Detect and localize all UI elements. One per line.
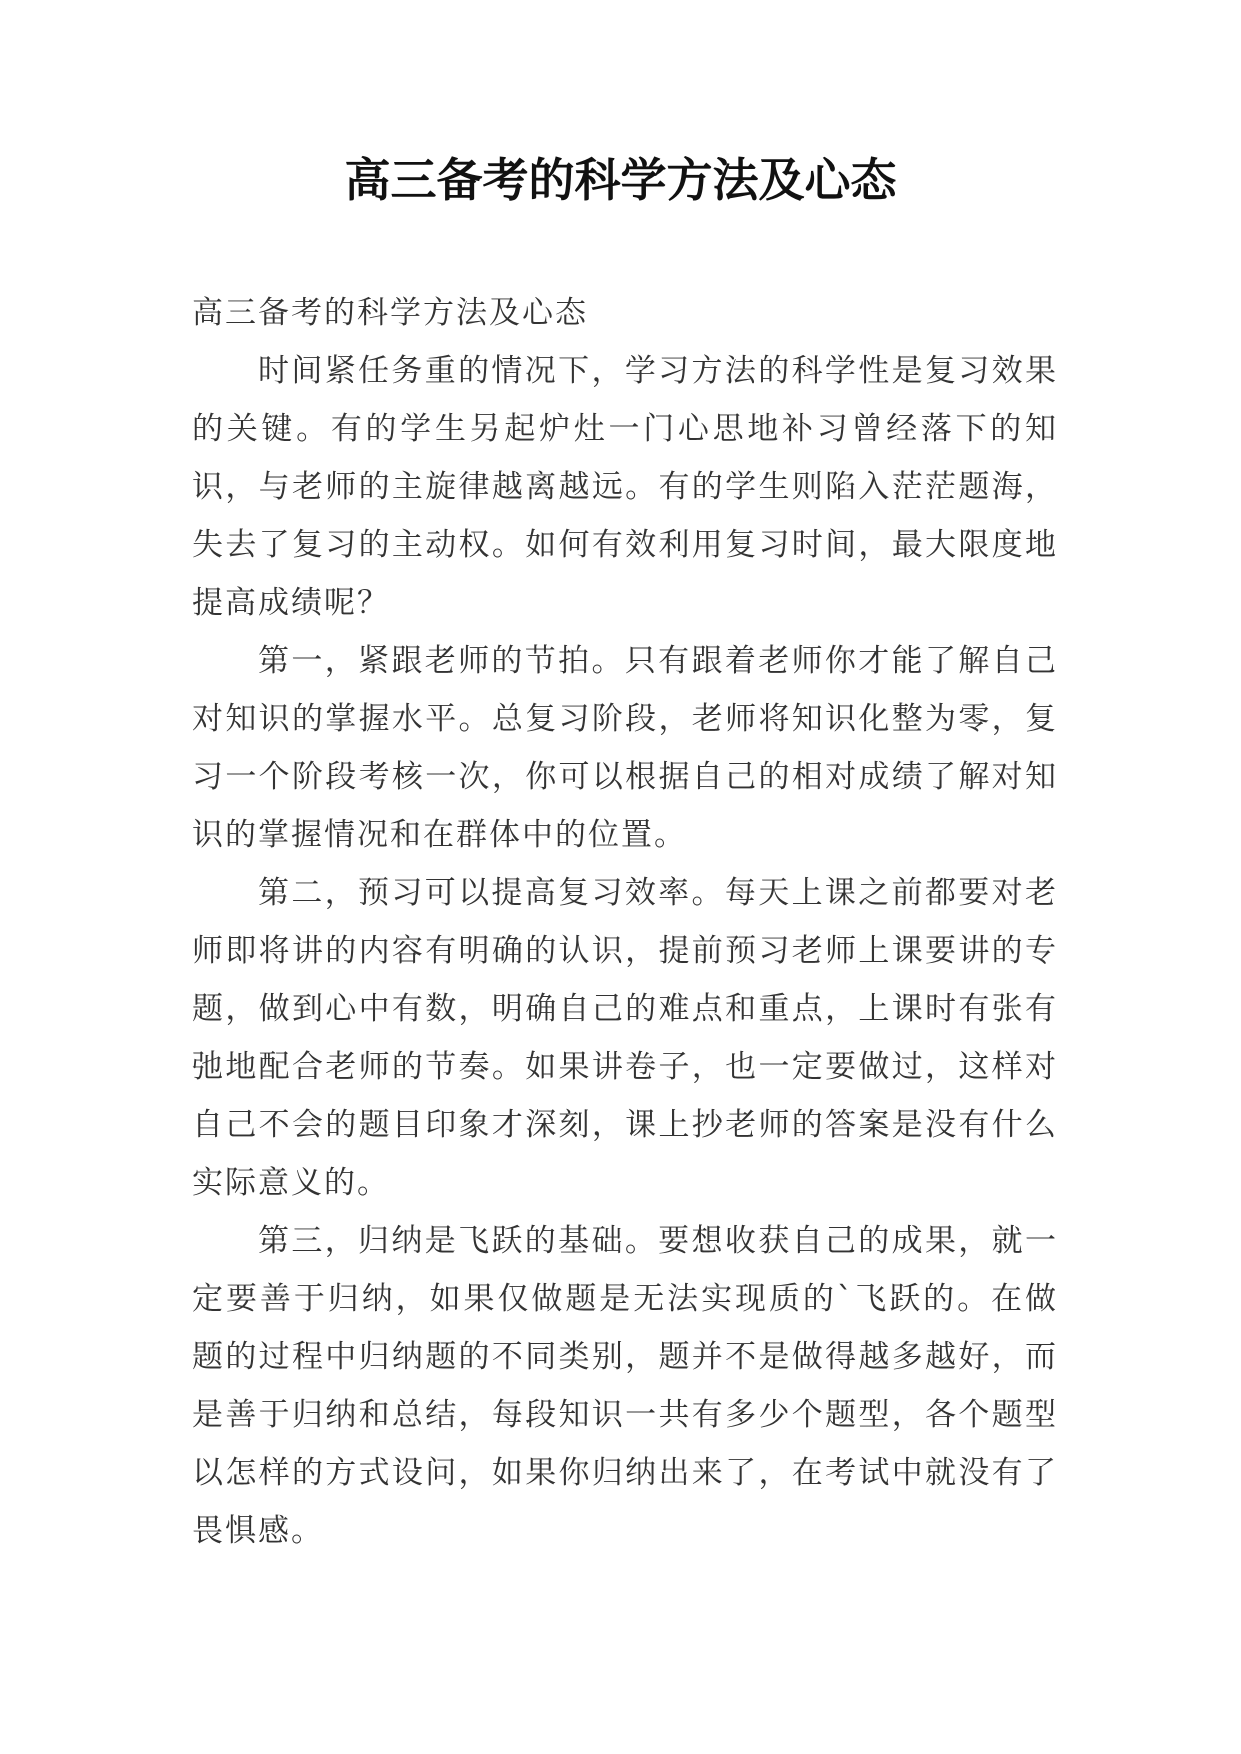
paragraph-intro: 时间紧任务重的情况下，学习方法的科学性是复习效果的关键。有的学生另起炉灶一门心思地补习曾经落下的知识，与老师的主旋律越离越远。有的学生则陷入茫茫题海，失去了复习的主动权。如何有效利用复习时间，最大限度地提高成绩呢？ [192,353,1058,621]
document-body [192,284,1058,1560]
paragraph-third-point: 第三，归纳是飞跃的基础。要想收获自己的成果，就一定要善于归纳，如果仅做题是无法实现质的`飞跃的。在做题的过程中归纳题的不同类别，题并不是做得越多越好，而是善于归纳和总结，每段知识一共有多少个题型，各个题型以怎样的方式设问，如果你归纳出来了，在考试中就没有了畏惧感。 [192,1223,1058,1549]
paragraph-first-point: 第一，紧跟老师的节拍。只有跟着老师你才能了解自己对知识的掌握水平。总复习阶段，老师将知识化整为零，复习一个阶段考核一次，你可以根据自己的相对成绩了解对知识的掌握情况和在群体中的位置。 [192,643,1058,853]
paragraph-second-point: 第二，预习可以提高复习效率。每天上课之前都要对老师即将讲的内容有明确的认识，提前预习老师上课要讲的专题，做到心中有数，明确自己的难点和重点，上课时有张有弛地配合老师的节奏。如果讲卷子，也一定要做过，这样对自己不会的题目印象才深刻，课上抄老师的答案是没有什么实际意义的。 [192,875,1058,1201]
document-title: 高三备考的科学方法及心态 [344,153,897,207]
document-subtitle: 高三备考的科学方法及心态 [192,295,588,331]
